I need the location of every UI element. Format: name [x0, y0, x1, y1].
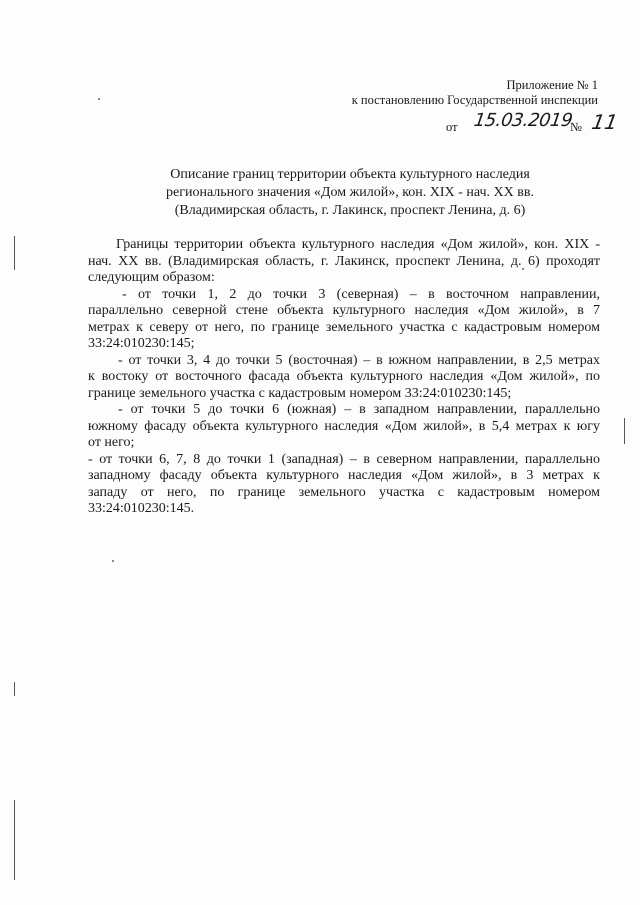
- title-line: регионального значения «Дом жилой», кон. XIX - нач. XX вв.: [166, 185, 534, 200]
- paragraph-north: [88, 303, 600, 353]
- text-line: параллельно северной стене объекта культурного наследия «Дом жилой», в 7: [88, 303, 600, 318]
- paragraph-intro: [116, 237, 600, 254]
- appendix-label: Приложение № 1: [506, 78, 598, 92]
- text-line: западу от него, по границе земельного участка с кадастровым номером: [88, 484, 600, 500]
- date-prefix: от: [446, 120, 458, 134]
- paragraph-east-first: [118, 353, 600, 370]
- scan-edge-mark: [624, 418, 625, 444]
- text-line: к востоку от восточного фасада объекта культурного наследия «Дом жилой», по: [88, 369, 600, 384]
- paragraph-east: [88, 369, 600, 402]
- document-title: [100, 166, 600, 220]
- paragraph-west: [88, 452, 600, 518]
- number-label: №: [570, 120, 582, 134]
- document-body: [88, 237, 600, 518]
- text-line: 33:24:010230:145;: [88, 336, 195, 351]
- paragraph-south: [88, 419, 600, 452]
- scan-edge-mark: [14, 236, 15, 270]
- text-line: - от точки 3, 4 до точки 5 (восточная) – в южном направлении, в 2,5 метрах: [118, 352, 600, 368]
- resolution-reference: к постановлению Государственной инспекции: [351, 93, 598, 107]
- text-line: - от точки 1, 2 до точки 3 (северная) – в восточном направлении,: [122, 286, 600, 302]
- text-line: от него;: [88, 435, 135, 450]
- paragraph-intro-cont: [88, 254, 600, 287]
- text-line: нач. XX вв. (Владимирская область, г. Лакинск, проспект Ленина, д. 6) проходят: [88, 253, 600, 269]
- scan-edge-mark: [14, 682, 15, 696]
- text-line: границе земельного участка с кадастровым номером 33:24:010230:145;: [88, 385, 512, 401]
- text-line: - от точки 5 до точки 6 (южная) – в западном направлении, параллельно: [118, 402, 600, 417]
- date-number-row: [446, 110, 620, 136]
- paragraph-north-first: [122, 287, 600, 304]
- text-line: метрах к северу от него, по границе земельного участка с кадастровым номером: [88, 319, 600, 335]
- text-line: следующим образом:: [88, 270, 215, 285]
- handwritten-date: 15.03.2019: [472, 110, 574, 131]
- scan-edge-mark: [14, 800, 15, 880]
- scan-speck: [98, 98, 100, 100]
- appendix-header: [352, 78, 598, 108]
- text-line: южному фасаду объекта культурного наследия «Дом жилой», в 5,4 метрах к югу: [88, 418, 600, 434]
- text-line: западному фасаду объекта культурного наследия «Дом жилой», в 3 метрах к: [88, 468, 600, 483]
- title-line: (Владимирская область, г. Лакинск, проспект Ленина, д. 6): [174, 203, 526, 218]
- scan-speck: [112, 560, 114, 562]
- paragraph-south-first: [118, 402, 600, 419]
- text-line: Границы территории объекта культурного наследия «Дом жилой», кон. XIX -: [116, 237, 600, 252]
- text-line: - от точки 6, 7, 8 до точки 1 (западная) – в северном направлении, параллельно: [88, 451, 600, 467]
- text-line: 33:24:010230:145.: [88, 501, 195, 516]
- handwritten-number: 11: [589, 110, 620, 134]
- title-line: Описание границ территории объекта культурного наследия: [170, 167, 530, 182]
